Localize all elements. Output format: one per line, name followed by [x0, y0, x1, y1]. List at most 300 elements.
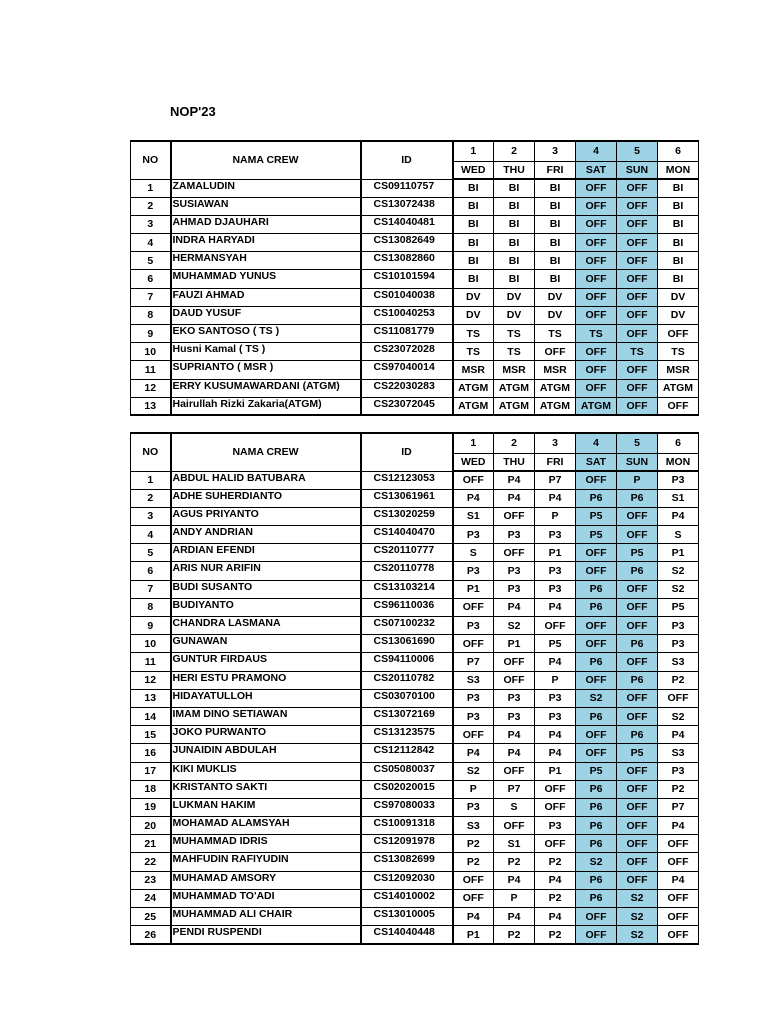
cell-name: ANDY ANDRIAN: [171, 526, 361, 544]
cell-shift: ATGM: [453, 397, 494, 415]
cell-shift: P2: [494, 926, 535, 944]
cell-shift: OFF: [658, 689, 699, 707]
cell-shift: P4: [494, 871, 535, 889]
cell-id: CS20110782: [361, 671, 453, 689]
table-row: [131, 288, 699, 306]
cell-id: CS20110778: [361, 562, 453, 580]
cell-name: Husni Kamal ( TS ): [171, 343, 361, 361]
cell-id: CS14010002: [361, 889, 453, 907]
cell-name: MAHFUDIN RAFIYUDIN: [171, 853, 361, 871]
cell-name: MUHAMMAD ALI CHAIR: [171, 908, 361, 926]
cell-shift: P6: [617, 635, 658, 653]
cell-shift: P7: [494, 780, 535, 798]
cell-shift: P3: [535, 526, 576, 544]
cell-no: 8: [131, 306, 171, 324]
cell-id: CS13103214: [361, 580, 453, 598]
cell-no: 5: [131, 252, 171, 270]
cell-id: CS05080037: [361, 762, 453, 780]
cell-shift: P6: [576, 489, 617, 507]
cell-shift: P2: [453, 853, 494, 871]
header-date: 5: [617, 141, 658, 161]
cell-shift: ATGM: [494, 379, 535, 397]
table-row: [131, 197, 699, 215]
cell-shift: OFF: [576, 252, 617, 270]
cell-shift: P4: [494, 908, 535, 926]
cell-shift: S2: [453, 762, 494, 780]
cell-shift: P6: [576, 653, 617, 671]
cell-no: 6: [131, 562, 171, 580]
cell-id: CS97040014: [361, 361, 453, 379]
cell-shift: OFF: [576, 197, 617, 215]
cell-shift: BI: [535, 252, 576, 270]
header-day: THU: [494, 161, 535, 179]
cell-shift: BI: [453, 252, 494, 270]
cell-shift: S2: [576, 689, 617, 707]
cell-shift: OFF: [576, 361, 617, 379]
cell-shift: BI: [535, 197, 576, 215]
header-day: SUN: [617, 453, 658, 471]
cell-shift: P6: [617, 489, 658, 507]
cell-name: ARDIAN EFENDI: [171, 544, 361, 562]
cell-id: CS97080033: [361, 798, 453, 816]
cell-shift: P5: [576, 762, 617, 780]
cell-shift: OFF: [453, 871, 494, 889]
cell-shift: BI: [453, 215, 494, 233]
cell-shift: P3: [494, 580, 535, 598]
cell-shift: S3: [453, 671, 494, 689]
cell-shift: OFF: [576, 635, 617, 653]
cell-no: 17: [131, 762, 171, 780]
cell-shift: P6: [576, 817, 617, 835]
cell-shift: OFF: [453, 471, 494, 489]
cell-no: 11: [131, 653, 171, 671]
cell-id: CS07100232: [361, 617, 453, 635]
cell-name: MUHAMMAD TO'ADI: [171, 889, 361, 907]
cell-shift: P1: [453, 580, 494, 598]
cell-id: CS14040448: [361, 926, 453, 944]
cell-shift: P2: [535, 926, 576, 944]
cell-id: CS12123053: [361, 471, 453, 489]
table-row: [131, 926, 699, 944]
cell-shift: ATGM: [453, 379, 494, 397]
cell-shift: BI: [658, 179, 699, 197]
cell-no: 9: [131, 325, 171, 343]
schedule-table-body: [131, 141, 699, 415]
cell-name: PENDI RUSPENDI: [171, 926, 361, 944]
cell-shift: P6: [576, 798, 617, 816]
cell-shift: DV: [658, 288, 699, 306]
table-row: [131, 817, 699, 835]
cell-shift: P7: [535, 471, 576, 489]
table-row: [131, 853, 699, 871]
cell-shift: P3: [535, 707, 576, 725]
table-row: [131, 598, 699, 616]
cell-shift: S2: [658, 562, 699, 580]
cell-shift: P5: [576, 526, 617, 544]
cell-shift: P3: [453, 689, 494, 707]
cell-shift: P1: [494, 635, 535, 653]
cell-shift: OFF: [617, 817, 658, 835]
header-date: 2: [494, 141, 535, 161]
cell-id: CS13123575: [361, 726, 453, 744]
header-no: NO: [131, 141, 171, 179]
cell-name: CHANDRA LASMANA: [171, 617, 361, 635]
cell-shift: P3: [494, 707, 535, 725]
cell-shift: P4: [535, 489, 576, 507]
table-row: [131, 343, 699, 361]
cell-shift: S2: [617, 908, 658, 926]
table-row: [131, 270, 699, 288]
cell-no: 6: [131, 270, 171, 288]
cell-shift: OFF: [494, 653, 535, 671]
cell-no: 18: [131, 780, 171, 798]
cell-shift: OFF: [658, 325, 699, 343]
table-row: [131, 580, 699, 598]
cell-shift: BI: [453, 270, 494, 288]
cell-id: CS13010005: [361, 908, 453, 926]
cell-shift: OFF: [576, 617, 617, 635]
cell-shift: P6: [617, 671, 658, 689]
cell-shift: TS: [494, 343, 535, 361]
cell-name: EKO SANTOSO ( TS ): [171, 325, 361, 343]
cell-shift: P4: [494, 726, 535, 744]
cell-shift: OFF: [576, 215, 617, 233]
table-row: [131, 617, 699, 635]
cell-shift: OFF: [658, 908, 699, 926]
cell-shift: MSR: [535, 361, 576, 379]
cell-shift: BI: [535, 270, 576, 288]
cell-id: CS13082649: [361, 234, 453, 252]
cell-shift: OFF: [576, 379, 617, 397]
table-row: [131, 306, 699, 324]
cell-shift: BI: [494, 179, 535, 197]
table-row: [131, 762, 699, 780]
cell-name: ADHE SUHERDIANTO: [171, 489, 361, 507]
cell-no: 10: [131, 635, 171, 653]
cell-shift: OFF: [617, 762, 658, 780]
cell-shift: OFF: [576, 744, 617, 762]
cell-shift: OFF: [617, 234, 658, 252]
cell-no: 11: [131, 361, 171, 379]
cell-shift: OFF: [617, 361, 658, 379]
cell-shift: OFF: [535, 617, 576, 635]
cell-shift: S2: [658, 580, 699, 598]
cell-shift: S1: [494, 835, 535, 853]
cell-shift: OFF: [535, 798, 576, 816]
cell-name: JOKO PURWANTO: [171, 726, 361, 744]
cell-shift: OFF: [535, 780, 576, 798]
cell-shift: OFF: [617, 306, 658, 324]
header-day: WED: [453, 161, 494, 179]
cell-shift: OFF: [617, 598, 658, 616]
cell-name: JUNAIDIN ABDULAH: [171, 744, 361, 762]
cell-id: CS22030283: [361, 379, 453, 397]
cell-name: KIKI MUKLIS: [171, 762, 361, 780]
cell-no: 4: [131, 234, 171, 252]
header-date: 2: [494, 433, 535, 453]
table-row: [131, 361, 699, 379]
cell-shift: P4: [494, 489, 535, 507]
header-date: 4: [576, 141, 617, 161]
cell-no: 1: [131, 179, 171, 197]
cell-shift: P: [494, 889, 535, 907]
table-row: [131, 653, 699, 671]
cell-shift: OFF: [494, 507, 535, 525]
cell-name: LUKMAN HAKIM: [171, 798, 361, 816]
cell-id: CS13082860: [361, 252, 453, 270]
cell-shift: OFF: [617, 798, 658, 816]
cell-shift: P4: [535, 726, 576, 744]
cell-no: 24: [131, 889, 171, 907]
cell-shift: P: [535, 507, 576, 525]
cell-name: ABDUL HALID BATUBARA: [171, 471, 361, 489]
table-row: [131, 507, 699, 525]
cell-shift: P3: [494, 562, 535, 580]
cell-shift: P3: [494, 689, 535, 707]
schedule-table-2: [130, 432, 699, 945]
table-row: [131, 544, 699, 562]
cell-shift: OFF: [494, 817, 535, 835]
cell-shift: ATGM: [494, 397, 535, 415]
cell-shift: TS: [453, 325, 494, 343]
cell-shift: S: [658, 526, 699, 544]
cell-no: 12: [131, 379, 171, 397]
cell-id: CS13020259: [361, 507, 453, 525]
cell-shift: P6: [576, 580, 617, 598]
cell-shift: OFF: [617, 689, 658, 707]
cell-shift: P4: [535, 598, 576, 616]
cell-shift: P6: [576, 707, 617, 725]
cell-shift: P3: [658, 762, 699, 780]
cell-no: 8: [131, 598, 171, 616]
cell-shift: S3: [453, 817, 494, 835]
cell-no: 26: [131, 926, 171, 944]
cell-shift: P: [617, 471, 658, 489]
cell-shift: P4: [494, 598, 535, 616]
cell-no: 12: [131, 671, 171, 689]
cell-name: SUPRIANTO ( MSR ): [171, 361, 361, 379]
cell-no: 4: [131, 526, 171, 544]
cell-shift: P4: [494, 471, 535, 489]
cell-shift: P3: [453, 562, 494, 580]
cell-shift: P3: [658, 471, 699, 489]
cell-id: CS09110757: [361, 179, 453, 197]
cell-name: ZAMALUDIN: [171, 179, 361, 197]
cell-no: 3: [131, 215, 171, 233]
cell-shift: DV: [494, 306, 535, 324]
cell-name: HERI ESTU PRAMONO: [171, 671, 361, 689]
cell-shift: BI: [453, 197, 494, 215]
cell-shift: P: [535, 671, 576, 689]
header-no: NO: [131, 433, 171, 471]
cell-shift: OFF: [617, 526, 658, 544]
cell-shift: OFF: [576, 562, 617, 580]
cell-id: CS14040481: [361, 215, 453, 233]
table-row: [131, 325, 699, 343]
cell-no: 15: [131, 726, 171, 744]
header-day: FRI: [535, 161, 576, 179]
cell-shift: OFF: [617, 197, 658, 215]
table-row: [131, 780, 699, 798]
table-row: [131, 726, 699, 744]
cell-shift: MSR: [494, 361, 535, 379]
cell-shift: P7: [658, 798, 699, 816]
cell-shift: OFF: [617, 397, 658, 415]
table-row: [131, 689, 699, 707]
cell-shift: OFF: [617, 580, 658, 598]
schedule-table-1: [130, 140, 699, 416]
cell-id: CS13072169: [361, 707, 453, 725]
cell-no: 7: [131, 288, 171, 306]
cell-shift: P4: [658, 871, 699, 889]
table-row: [131, 908, 699, 926]
cell-shift: P5: [535, 635, 576, 653]
cell-no: 13: [131, 397, 171, 415]
cell-name: INDRA HARYADI: [171, 234, 361, 252]
cell-shift: S1: [453, 507, 494, 525]
cell-shift: BI: [535, 234, 576, 252]
cell-shift: P3: [535, 817, 576, 835]
cell-shift: OFF: [617, 252, 658, 270]
cell-shift: BI: [535, 215, 576, 233]
cell-shift: P4: [658, 817, 699, 835]
cell-id: CS10091318: [361, 817, 453, 835]
cell-shift: P6: [617, 726, 658, 744]
cell-shift: S: [453, 544, 494, 562]
cell-shift: P4: [535, 908, 576, 926]
cell-shift: BI: [658, 234, 699, 252]
cell-shift: P4: [453, 744, 494, 762]
cell-name: MUHAMMAD IDRIS: [171, 835, 361, 853]
table-row: [131, 179, 699, 197]
cell-no: 19: [131, 798, 171, 816]
cell-name: SUSIAWAN: [171, 197, 361, 215]
cell-shift: TS: [658, 343, 699, 361]
table-row: [131, 215, 699, 233]
cell-no: 2: [131, 489, 171, 507]
cell-name: DAUD YUSUF: [171, 306, 361, 324]
cell-no: 20: [131, 817, 171, 835]
cell-shift: BI: [494, 270, 535, 288]
cell-shift: P4: [658, 726, 699, 744]
cell-shift: P3: [453, 526, 494, 544]
cell-shift: S2: [576, 853, 617, 871]
cell-id: CS23072045: [361, 397, 453, 415]
cell-shift: OFF: [617, 379, 658, 397]
header-date: 4: [576, 433, 617, 453]
cell-shift: BI: [494, 215, 535, 233]
header-date: 3: [535, 433, 576, 453]
cell-shift: OFF: [576, 926, 617, 944]
table-row: [131, 252, 699, 270]
cell-shift: S2: [617, 889, 658, 907]
cell-shift: OFF: [658, 889, 699, 907]
cell-name: BUDIYANTO: [171, 598, 361, 616]
cell-shift: OFF: [494, 671, 535, 689]
page-title: NOP'23: [170, 104, 216, 119]
schedule-table-body: [131, 433, 699, 944]
cell-shift: OFF: [535, 835, 576, 853]
table-row: [131, 671, 699, 689]
header-id: ID: [361, 433, 453, 471]
cell-shift: TS: [453, 343, 494, 361]
cell-shift: P3: [453, 617, 494, 635]
cell-shift: BI: [494, 252, 535, 270]
cell-shift: P1: [535, 544, 576, 562]
cell-id: CS12091978: [361, 835, 453, 853]
cell-shift: BI: [494, 197, 535, 215]
cell-shift: OFF: [617, 653, 658, 671]
cell-name: Hairullah Rizki Zakaria(ATGM): [171, 397, 361, 415]
cell-shift: P4: [535, 653, 576, 671]
cell-shift: P2: [453, 835, 494, 853]
cell-no: 13: [131, 689, 171, 707]
cell-id: CS12112842: [361, 744, 453, 762]
cell-name: HIDAYATULLOH: [171, 689, 361, 707]
cell-shift: S1: [658, 489, 699, 507]
cell-shift: OFF: [576, 343, 617, 361]
cell-shift: MSR: [658, 361, 699, 379]
cell-shift: OFF: [576, 270, 617, 288]
cell-shift: OFF: [658, 835, 699, 853]
cell-name: FAUZI AHMAD: [171, 288, 361, 306]
header-name: NAMA CREW: [171, 433, 361, 471]
header-row-dates: [131, 141, 699, 161]
cell-shift: OFF: [453, 889, 494, 907]
cell-no: 3: [131, 507, 171, 525]
header-day: WED: [453, 453, 494, 471]
cell-name: IMAM DINO SETIAWAN: [171, 707, 361, 725]
cell-shift: S2: [494, 617, 535, 635]
table-row: [131, 871, 699, 889]
cell-no: 16: [131, 744, 171, 762]
header-day: SAT: [576, 453, 617, 471]
cell-no: 23: [131, 871, 171, 889]
cell-shift: OFF: [658, 853, 699, 871]
cell-id: CS10101594: [361, 270, 453, 288]
cell-shift: OFF: [617, 270, 658, 288]
cell-shift: TS: [535, 325, 576, 343]
header-day: THU: [494, 453, 535, 471]
cell-shift: P3: [535, 562, 576, 580]
cell-id: CS13082699: [361, 853, 453, 871]
cell-shift: TS: [576, 325, 617, 343]
cell-name: KRISTANTO SAKTI: [171, 780, 361, 798]
cell-name: HERMANSYAH: [171, 252, 361, 270]
cell-shift: OFF: [576, 671, 617, 689]
cell-name: MUHAMMAD YUNUS: [171, 270, 361, 288]
cell-shift: BI: [453, 179, 494, 197]
cell-shift: OFF: [453, 726, 494, 744]
cell-name: ERRY KUSUMAWARDANI (ATGM): [171, 379, 361, 397]
cell-shift: P3: [658, 635, 699, 653]
header-row-dates: [131, 433, 699, 453]
header-date: 6: [658, 433, 699, 453]
cell-shift: BI: [494, 234, 535, 252]
cell-shift: OFF: [617, 835, 658, 853]
cell-shift: OFF: [617, 871, 658, 889]
cell-id: CS13061961: [361, 489, 453, 507]
cell-id: CS11081779: [361, 325, 453, 343]
cell-no: 14: [131, 707, 171, 725]
cell-shift: S2: [617, 926, 658, 944]
cell-shift: DV: [494, 288, 535, 306]
table-row: [131, 379, 699, 397]
cell-shift: OFF: [453, 635, 494, 653]
cell-shift: OFF: [658, 926, 699, 944]
cell-shift: OFF: [535, 343, 576, 361]
cell-shift: OFF: [617, 507, 658, 525]
